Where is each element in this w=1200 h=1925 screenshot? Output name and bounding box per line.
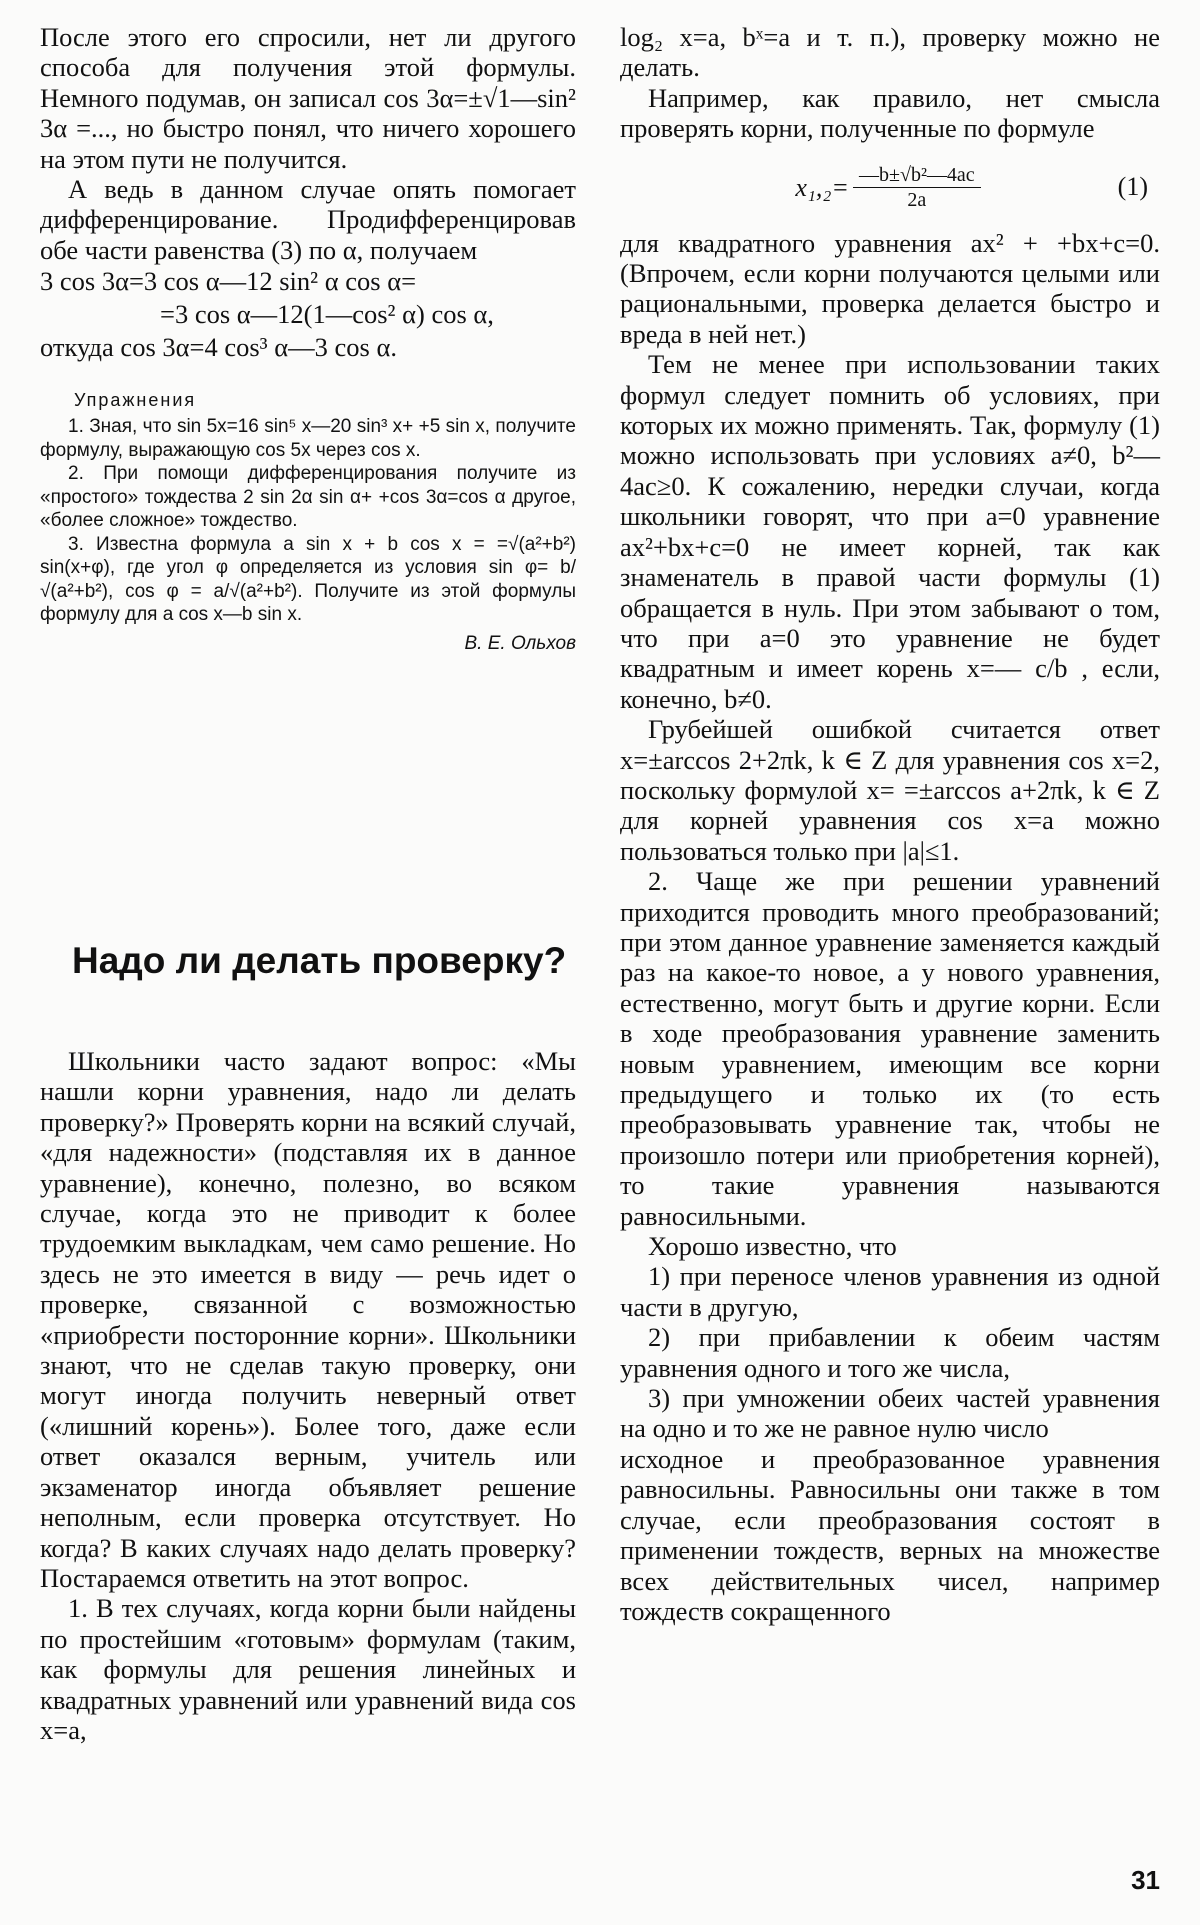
page-number: 31 (1131, 1865, 1160, 1895)
right-paragraph-3: для квадратного уравнения ax² + +bx+c=0. (Впрочем, если корни получаются целыми или рациональными, проверка делается быстро и вреда в ней нет.) (620, 227, 1160, 349)
article-paragraph-1: Школьники часто задают вопрос: «Мы нашли корни уравнения, надо ли делать проверку?» Проверять корни на всякий случай, «для надежности» (подставляя их в данное уравнение), конечно, полезно, во всяком случае, когда это не приводит к более трудоемким выкладкам, чем само решение. Но здесь не это имеется в виду — речь идет о проверке, связанной с возможностью «приобрести посторонние корни». Школьники знают, что не сделав такую проверку, они могут иногда получить неверный ответ («лишний корень»). Более того, даже если ответ оказался верным, учитель или экзаменатор иногда объявляет решение неполным, если проверка отсутствует. Но когда? В каких случаях надо делать проверку? Постараемся ответить на этот вопрос. (40, 1046, 576, 1593)
article-body-left (40, 1046, 576, 1745)
right-paragraph-1: log₂ x=a, bˣ=a и т. п.), проверку можно не делать. (620, 22, 1160, 83)
list-item-2: 2) при прибавлении к обеим частям уравнения одного и того же числа, (620, 1322, 1160, 1383)
left-paragraph-2: А ведь в данном случае опять помогает дифференцирование. Продифференцировав обе части равенства (3) по α, получаем (40, 174, 576, 265)
right-paragraph-7: Хорошо известно, что (648, 1231, 897, 1262)
right-paragraph-2: Например, как правило, нет смысла проверять корни, полученные по формуле (620, 82, 1160, 144)
right-paragraph-5: Грубейшей ошибкой считается ответ x=±arccos 2+2πk, k ∈ Z для уравнения cos x=2, поскольку формулой x= =±arccos a+2πk, k ∈ Z для корней уравнения cos x=a можно пользоваться только при |a|≤1. (620, 714, 1160, 866)
formula-label: (1) (1117, 171, 1148, 201)
article-heading: Надо ли делать проверку? (72, 940, 567, 981)
quadratic-formula (620, 156, 1160, 220)
article-paragraph-2: 1. В тех случаях, когда корни были найдены по простейшим «готовым» формулам (таким, как формулы для решения линейных и квадратных уравнений или уравнений вида cos x=a, (40, 1593, 576, 1745)
equation-line-2: =3 cos α—12(1—cos² α) cos α, (160, 299, 494, 330)
left-column (40, 22, 576, 655)
exercise-1: 1. Зная, что sin 5x=16 sin⁵ x—20 sin³ x+ +5 sin x, получите формулу, выражающую cos 5x через cos x. (40, 416, 576, 461)
formula-lhs: x₁,₂= (795, 172, 849, 202)
exercise-2: 2. При помощи дифференцирования получите из «простого» тождества 2 sin 2α sin α+ +cos 3α=cos α другое, «более сложное» тождество. (40, 463, 576, 532)
right-column (620, 22, 1160, 1626)
equation-line-3: откуда cos 3α=4 cos³ α—3 cos α. (40, 332, 397, 363)
list-item-3: 3) при умножении обеих частей уравнения на одно и то же не равное нулю число (620, 1383, 1160, 1444)
right-paragraph-6: 2. Чаще же при решении уравнений приходится проводить много преобразований; при этом данное уравнение заменяется каждый раз на какое-то новое, а у нового уравнения, естественно, могут быть и другие корни. Если в ходе преобразования уравнение заменить новым уравнением, имеющим все корни предыдущего и только их (то есть преобразовывать уравнение так, чтобы не произошло потери или приобретения корней), то такие уравнения называются равносильными. (620, 866, 1160, 1231)
author: В. Е. Ольхов (464, 632, 576, 654)
formula-numerator: —b±√b²—4ac (853, 163, 981, 188)
formula-denominator: 2a (907, 189, 927, 212)
right-paragraph-8: исходное и преобразованное уравнения равносильны. Равносильны они также в том случае, если преобразования состоят в применении тождеств, верных на множестве всех действительных чисел, например тождеств сокращенного (620, 1443, 1160, 1626)
formula-fraction (853, 163, 981, 212)
exercises-title: Упражнения (74, 390, 197, 411)
right-paragraph-4: Тем не менее при использовании таких формул следует помнить об условиях, при которых их можно применять. Так, формулу (1) можно использовать при условиях a≠0, b²—4ac≥0. К сожалению, нередки случаи, когда школьники говорят, что при a=0 уравнение ax²+bx+c=0 не имеет корней, так как знаменатель в правой части формулы (1) обращается в нуль. При этом забывают о том, что при a=0 это уравнение не будет квадратным и имеет корень x=— c/b , если, конечно, b≠0. (620, 349, 1160, 714)
list-item-1: 1) при переносе членов уравнения из одной части в другую, (620, 1261, 1160, 1322)
exercise-3: 3. Известна формула a sin x + b cos x = =√(a²+b²) sin(x+φ), где угол φ определяется из условия sin φ= b/√(a²+b²), cos φ = a/√(a²+b²). Получите из этой формулы формулу для a cos x—b sin x. (40, 533, 576, 626)
equation-line-1: 3 cos 3α=3 cos α—12 sin² α cos α= (40, 266, 417, 297)
left-paragraph-1: После этого его спросили, нет ли другого способа для получения этой формулы. Немного подумав, он записал cos 3α=±√1—sin² 3α =..., но быстро понял, что ничего хорошего на этом пути не получится. (40, 22, 576, 174)
